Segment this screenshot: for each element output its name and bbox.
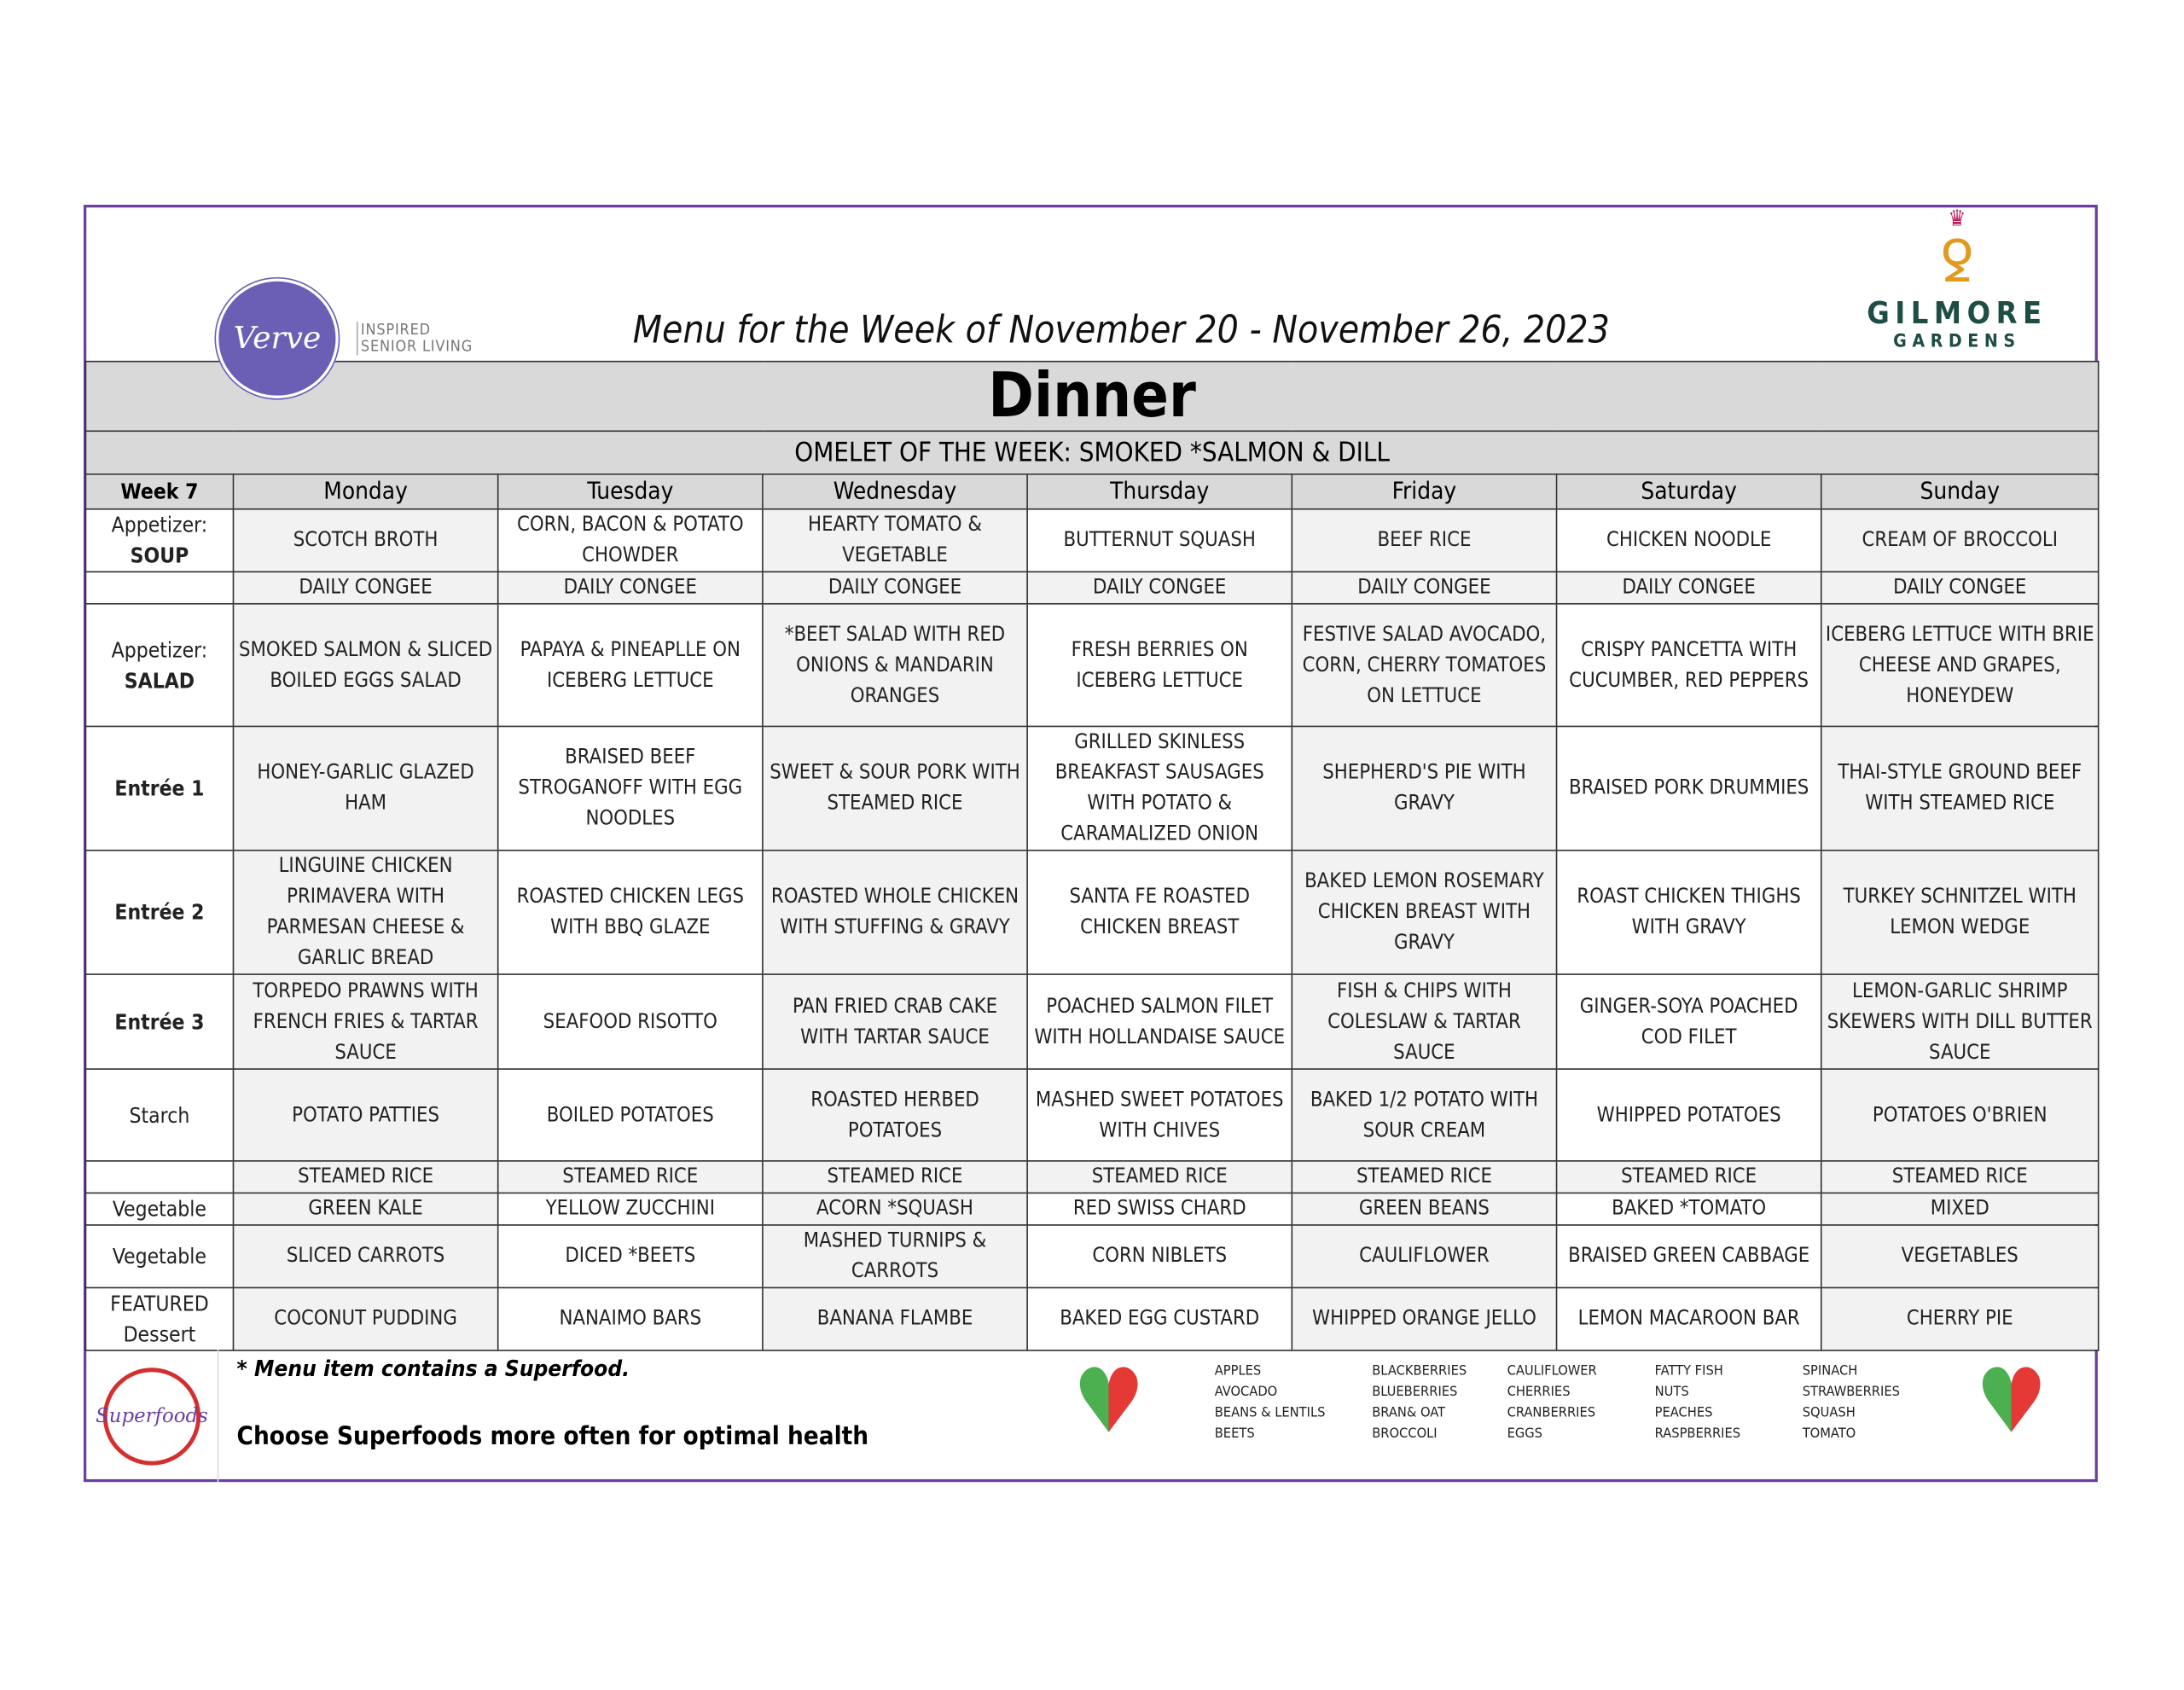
menu-row (85, 851, 2098, 974)
menu-item-thursday: STEAMED RICE (1027, 1161, 1292, 1193)
menu-item-monday: HONEY-GARLIC GLAZED HAM (233, 726, 497, 850)
row-label (85, 1193, 233, 1225)
row-label (85, 726, 233, 850)
row-label-text: Vegetable (112, 1244, 206, 1269)
superfoods-logo-text: Superfoods (103, 1367, 200, 1464)
menu-item-monday: TORPEDO PRAWNS WITH FRENCH FRIES & TARTAR SAUCE (233, 974, 497, 1069)
menu-item-sunday: MIXED (1821, 1193, 2099, 1225)
menu-row (85, 1161, 2098, 1193)
omelet-of-week: OMELET OF THE WEEK: SMOKED *SALMON & DILL (85, 431, 2098, 474)
row-label (85, 572, 233, 604)
menu-item-monday: SCOTCH BROTH (233, 509, 497, 572)
superfood-item: TOMATO (1802, 1426, 1856, 1442)
row-label (85, 1161, 233, 1193)
row-label-text: Dessert (123, 1321, 196, 1347)
menu-item-tuesday: BOILED POTATOES (498, 1069, 763, 1161)
menu-item-tuesday: YELLOW ZUCCHINI (498, 1193, 763, 1225)
row-label-category: Entrée 3 (114, 1008, 205, 1035)
row-label (85, 1225, 233, 1287)
gilmore-gardens-logo (1852, 205, 2061, 353)
superfood-item: APPLES (1214, 1363, 1262, 1379)
menu-item-tuesday: NANAIMO BARS (498, 1287, 763, 1350)
menu-item-saturday: WHIPPED POTATOES (1557, 1069, 1821, 1161)
menu-row (85, 726, 2098, 850)
menu-item-saturday: BAKED *TOMATO (1557, 1193, 1821, 1225)
superfood-note: * Menu item contains a Superfood. (236, 1355, 630, 1382)
row-label (85, 604, 233, 727)
menu-item-saturday: BRAISED GREEN CABBAGE (1557, 1225, 1821, 1287)
superfood-tagline: Choose Superfoods more often for optimal health (236, 1421, 869, 1452)
verve-logo: Verve (216, 279, 339, 398)
menu-item-monday: COCONUT PUDDING (233, 1287, 497, 1350)
superfoods-logo (86, 1350, 218, 1482)
menu-item-saturday: STEAMED RICE (1557, 1161, 1821, 1193)
day-header-monday: Monday (233, 474, 497, 509)
menu-item-monday: STEAMED RICE (233, 1161, 497, 1193)
superfood-item: SPINACH (1802, 1363, 1858, 1379)
heart-vegetables-icon: ♥ (1061, 1358, 1156, 1447)
menu-item-friday: GREEN BEANS (1292, 1193, 1556, 1225)
day-header-thursday: Thursday (1027, 474, 1292, 509)
menu-row (85, 509, 2098, 572)
row-label-text: Starch (129, 1102, 190, 1128)
tagline-line: SENIOR LIVING (360, 337, 473, 356)
footer (86, 1350, 2096, 1480)
menu-item-friday: BAKED LEMON ROSEMARY CHICKEN BREAST WITH GRAVY (1292, 851, 1556, 974)
row-label-text: Appetizer: (111, 636, 208, 663)
menu-item-friday: FISH & CHIPS WITH COLESLAW & TARTAR SAUCE (1292, 974, 1556, 1069)
menu-item-tuesday: BRAISED BEEF STROGANOFF WITH EGG NOODLES (498, 726, 763, 850)
menu-item-thursday: SANTA FE ROASTED CHICKEN BREAST (1027, 851, 1292, 974)
superfood-item: BROCCOLI (1372, 1426, 1438, 1442)
menu-item-sunday: POTATOES O'BRIEN (1821, 1069, 2099, 1161)
day-header-friday: Friday (1292, 474, 1556, 509)
row-label-text: Vegetable (112, 1196, 206, 1222)
row-label-text: Appetizer: (111, 512, 208, 538)
superfood-item: BEANS & LENTILS (1214, 1405, 1326, 1421)
day-header-sunday: Sunday (1821, 474, 2099, 509)
tagline-line: INSPIRED (360, 320, 431, 339)
menu-item-monday: SMOKED SALMON & SLICED BOILED EGGS SALAD (233, 604, 497, 727)
menu-item-sunday: ICEBERG LETTUCE WITH BRIE CHEESE AND GRAPES, HONEYDEW (1821, 604, 2099, 727)
superfood-item: STRAWBERRIES (1802, 1384, 1900, 1400)
menu-item-wednesday: SWEET & SOUR PORK WITH STEAMED RICE (763, 726, 1027, 850)
meal-title: Dinner (85, 362, 2098, 432)
menu-item-friday: STEAMED RICE (1292, 1161, 1556, 1193)
menu-item-sunday: THAI-STYLE GROUND BEEF WITH STEAMED RICE (1821, 726, 2099, 850)
menu-item-thursday: MASHED SWEET POTATOES WITH CHIVES (1027, 1069, 1292, 1161)
menu-item-wednesday: BANANA FLAMBE (763, 1287, 1027, 1350)
superfoods-column (1372, 1361, 1467, 1444)
row-label (85, 851, 233, 974)
superfood-item: AVOCADO (1214, 1384, 1278, 1400)
menu-row (85, 1069, 2098, 1161)
superfood-item: SQUASH (1802, 1405, 1856, 1421)
menu-item-sunday: STEAMED RICE (1821, 1161, 2099, 1193)
superfoods-column (1507, 1361, 1597, 1444)
menu-item-friday: BEEF RICE (1292, 509, 1556, 572)
menu-row (85, 974, 2098, 1069)
row-label (85, 1287, 233, 1350)
row-label-text: FEATURED (110, 1291, 209, 1316)
menu-item-friday: WHIPPED ORANGE JELLO (1292, 1287, 1556, 1350)
menu-item-wednesday: STEAMED RICE (763, 1161, 1027, 1193)
superfood-item: RASPBERRIES (1654, 1426, 1741, 1442)
menu-item-saturday: ROAST CHICKEN THIGHS WITH GRAVY (1557, 851, 1821, 974)
row-label-category: SALAD (124, 667, 195, 694)
menu-item-sunday: LEMON-GARLIC SHRIMP SKEWERS WITH DILL BUTTER SAUCE (1821, 974, 2099, 1069)
superfoods-column (1803, 1361, 1900, 1444)
menu-item-thursday: DAILY CONGEE (1027, 572, 1292, 604)
row-label-category: Entrée 1 (114, 775, 205, 801)
superfood-item: BEETS (1214, 1426, 1255, 1442)
superfood-item: PEACHES (1654, 1405, 1713, 1421)
menu-item-tuesday: SEAFOOD RISOTTO (498, 974, 763, 1069)
menu-item-sunday: VEGETABLES (1821, 1225, 2099, 1287)
menu-row (85, 572, 2098, 604)
row-label-category: Entrée 2 (114, 899, 205, 926)
menu-item-tuesday: STEAMED RICE (498, 1161, 763, 1193)
menu-item-sunday: TURKEY SCHNITZEL WITH LEMON WEDGE (1821, 851, 2099, 974)
superfoods-column (1655, 1361, 1740, 1444)
superfood-item: CRANBERRIES (1507, 1405, 1596, 1421)
menu-item-tuesday: CORN, BACON & POTATO CHOWDER (498, 509, 763, 572)
menu-item-thursday: BAKED EGG CUSTARD (1027, 1287, 1292, 1350)
menu-item-thursday: CORN NIBLETS (1027, 1225, 1292, 1287)
menu-item-friday: DAILY CONGEE (1292, 572, 1556, 604)
menu-item-wednesday: *BEET SALAD WITH RED ONIONS & MANDARIN ORANGES (763, 604, 1027, 727)
menu-item-saturday: LEMON MACAROON BAR (1557, 1287, 1821, 1350)
menu-item-friday: BAKED 1/2 POTATO WITH SOUR CREAM (1292, 1069, 1556, 1161)
menu-item-tuesday: DICED *BEETS (498, 1225, 763, 1287)
menu-item-saturday: GINGER-SOYA POACHED COD FILET (1557, 974, 1821, 1069)
menu-item-monday: GREEN KALE (233, 1193, 497, 1225)
day-header-tuesday: Tuesday (498, 474, 763, 509)
menu-item-wednesday: DAILY CONGEE (763, 572, 1027, 604)
menu-item-wednesday: PAN FRIED CRAB CAKE WITH TARTAR SAUCE (763, 974, 1027, 1069)
superfood-item: CAULIFLOWER (1507, 1363, 1597, 1379)
gilmore-name: GILMORE (1867, 296, 2048, 332)
verve-tagline (357, 322, 473, 355)
menu-item-saturday: CRISPY PANCETTA WITH CUCUMBER, RED PEPPERS (1557, 604, 1821, 727)
heart-vegetables-icon: ♥ (1964, 1358, 2059, 1447)
gilmore-emblem-icon: ♛ ꝿ (1940, 205, 1974, 296)
menu-item-monday: SLICED CARROTS (233, 1225, 497, 1287)
superfood-item: FATTY FISH (1654, 1363, 1723, 1379)
menu-row (85, 1193, 2098, 1225)
row-label (85, 509, 233, 572)
menu-item-thursday: POACHED SALMON FILET WITH HOLLANDAISE SAUCE (1027, 974, 1292, 1069)
menu-item-saturday: CHICKEN NOODLE (1557, 509, 1821, 572)
row-label (85, 1069, 233, 1161)
menu-item-thursday: RED SWISS CHARD (1027, 1193, 1292, 1225)
menu-item-wednesday: MASHED TURNIPS & CARROTS (763, 1225, 1027, 1287)
superfood-item: NUTS (1654, 1384, 1689, 1400)
superfood-item: BRAN& OAT (1372, 1405, 1446, 1421)
row-label-category: SOUP (130, 543, 189, 569)
menu-item-thursday: BUTTERNUT SQUASH (1027, 509, 1292, 572)
menu-item-tuesday: DAILY CONGEE (498, 572, 763, 604)
superfood-item: BLUEBERRIES (1372, 1384, 1458, 1400)
menu-item-monday: DAILY CONGEE (233, 572, 497, 604)
menu-item-monday: LINGUINE CHICKEN PRIMAVERA WITH PARMESAN CHEESE & GARLIC BREAD (233, 851, 497, 974)
superfood-item: BLACKBERRIES (1372, 1363, 1467, 1379)
menu-item-monday: POTATO PATTIES (233, 1069, 497, 1161)
row-label (85, 974, 233, 1069)
menu-item-sunday: CHERRY PIE (1821, 1287, 2099, 1350)
page-title: Menu for the Week of November 20 - November 26, 2023 (632, 309, 1610, 353)
menu-item-sunday: DAILY CONGEE (1821, 572, 2099, 604)
superfood-item: EGGS (1507, 1426, 1542, 1442)
menu-item-sunday: CREAM OF BROCCOLI (1821, 509, 2099, 572)
day-header-saturday: Saturday (1557, 474, 1821, 509)
menu-item-thursday: FRESH BERRIES ON ICEBERG LETTUCE (1027, 604, 1292, 727)
menu-row (85, 604, 2098, 727)
day-header-wednesday: Wednesday (763, 474, 1027, 509)
superfood-item: CHERRIES (1507, 1384, 1571, 1400)
week-label: Week 7 (85, 474, 233, 509)
menu-item-wednesday: HEARTY TOMATO & VEGETABLE (763, 509, 1027, 572)
gardens-name: GARDENS (1893, 331, 2021, 353)
menu-item-friday: SHEPHERD'S PIE WITH GRAVY (1292, 726, 1556, 850)
menu-item-tuesday: ROASTED CHICKEN LEGS WITH BBQ GLAZE (498, 851, 763, 974)
menu-item-friday: FESTIVE SALAD AVOCADO, CORN, CHERRY TOMATOES ON LETTUCE (1292, 604, 1556, 727)
superfoods-column (1215, 1361, 1326, 1444)
menu-item-wednesday: ROASTED HERBED POTATOES (763, 1069, 1027, 1161)
menu-item-wednesday: ACORN *SQUASH (763, 1193, 1027, 1225)
menu-row (85, 1225, 2098, 1287)
menu-item-saturday: BRAISED PORK DRUMMIES (1557, 726, 1821, 850)
menu-table (85, 361, 2100, 1351)
menu-item-wednesday: ROASTED WHOLE CHICKEN WITH STUFFING & GRAVY (763, 851, 1027, 974)
menu-item-saturday: DAILY CONGEE (1557, 572, 1821, 604)
menu-item-tuesday: PAPAYA & PINEAPLLE ON ICEBERG LETTUCE (498, 604, 763, 727)
menu-item-friday: CAULIFLOWER (1292, 1225, 1556, 1287)
menu-row (85, 1287, 2098, 1350)
menu-item-thursday: GRILLED SKINLESS BREAKFAST SAUSAGES WITH POTATO & CARAMALIZED ONION (1027, 726, 1292, 850)
